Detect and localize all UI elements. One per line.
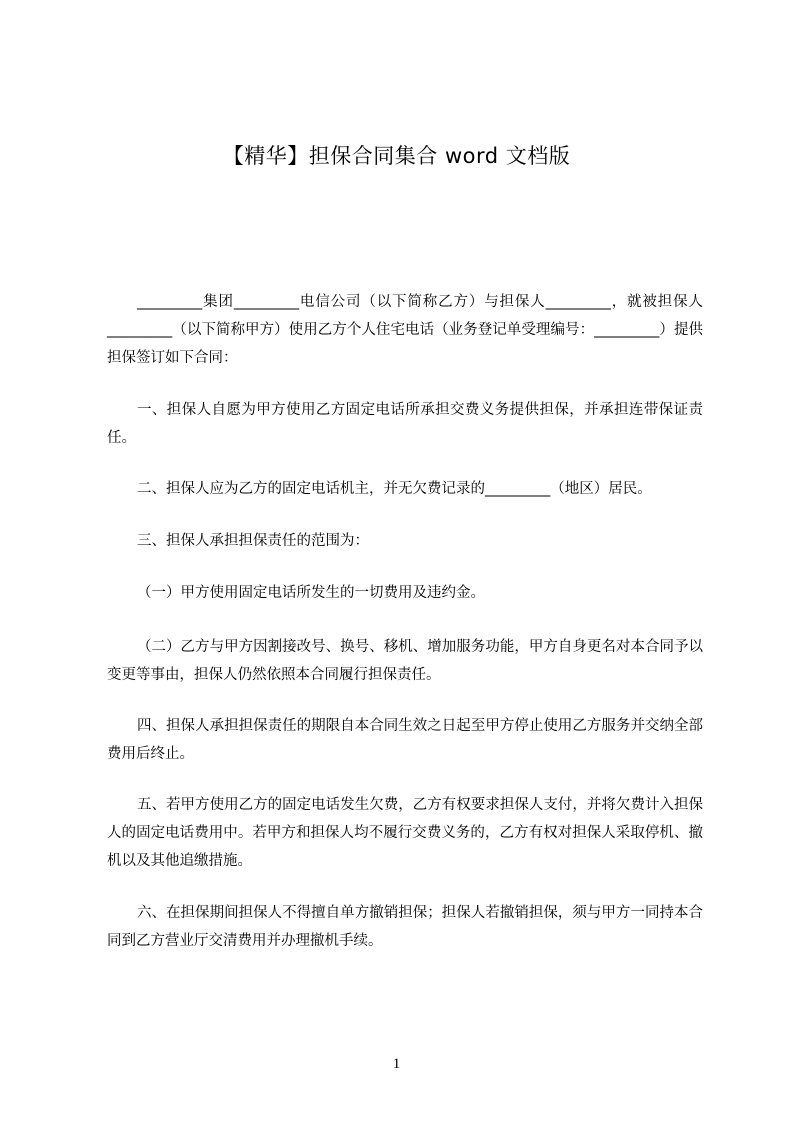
document-title: 【精华】担保合同集合 word 文档版 xyxy=(222,144,571,168)
paragraph-clause-4: 四、担保人承担担保责任的期限自本合同生效之日起至甲方停止使用乙方服务并交纳全部费用后终止。 xyxy=(107,718,703,762)
paragraph-clause-3: 三、担保人承担担保责任的范围为： xyxy=(137,533,369,549)
paragraph-intro: _________集团_________电信公司（以下简称乙方）与担保人_________，就被担保人_________（以下简称甲方）使用乙方个人住宅电话（业务登记单受理编号：_________）提供担保签订如下合同： xyxy=(107,294,703,366)
paragraph-clause-6: 六、在担保期间担保人不得擅自单方撤销担保；担保人若撤销担保，须与甲方一同持本合同到乙方营业厅交清费用并办理撤机手续。 xyxy=(107,905,703,949)
paragraph-clause-5: 五、若甲方使用乙方的固定电话发生欠费，乙方有权要求担保人支付，并将欠费计入担保人的固定电话费用中。若甲方和担保人均不履行交费义务的，乙方有权对担保人采取停机、撤机以及其他追缴措施。 xyxy=(107,797,703,869)
paragraph-clause-1: 一、担保人自愿为甲方使用乙方固定电话所承担交费义务提供担保，并承担连带保证责任。 xyxy=(107,402,703,446)
paragraph-clause-3-item-2: （二）乙方与甲方因割接改号、换号、移机、增加服务功能，甲方自身更名对本合同予以变更等事由，担保人仍然依照本合同履行担保责任。 xyxy=(107,639,703,683)
paragraph-clause-2: 二、担保人应为乙方的固定电话机主，并无欠费记录的_________（地区）居民。 xyxy=(137,481,652,497)
page-number: 1 xyxy=(392,1056,401,1072)
paragraph-clause-3-item-1: （一）甲方使用固定电话所发生的一切费用及违约金。 xyxy=(137,585,485,601)
